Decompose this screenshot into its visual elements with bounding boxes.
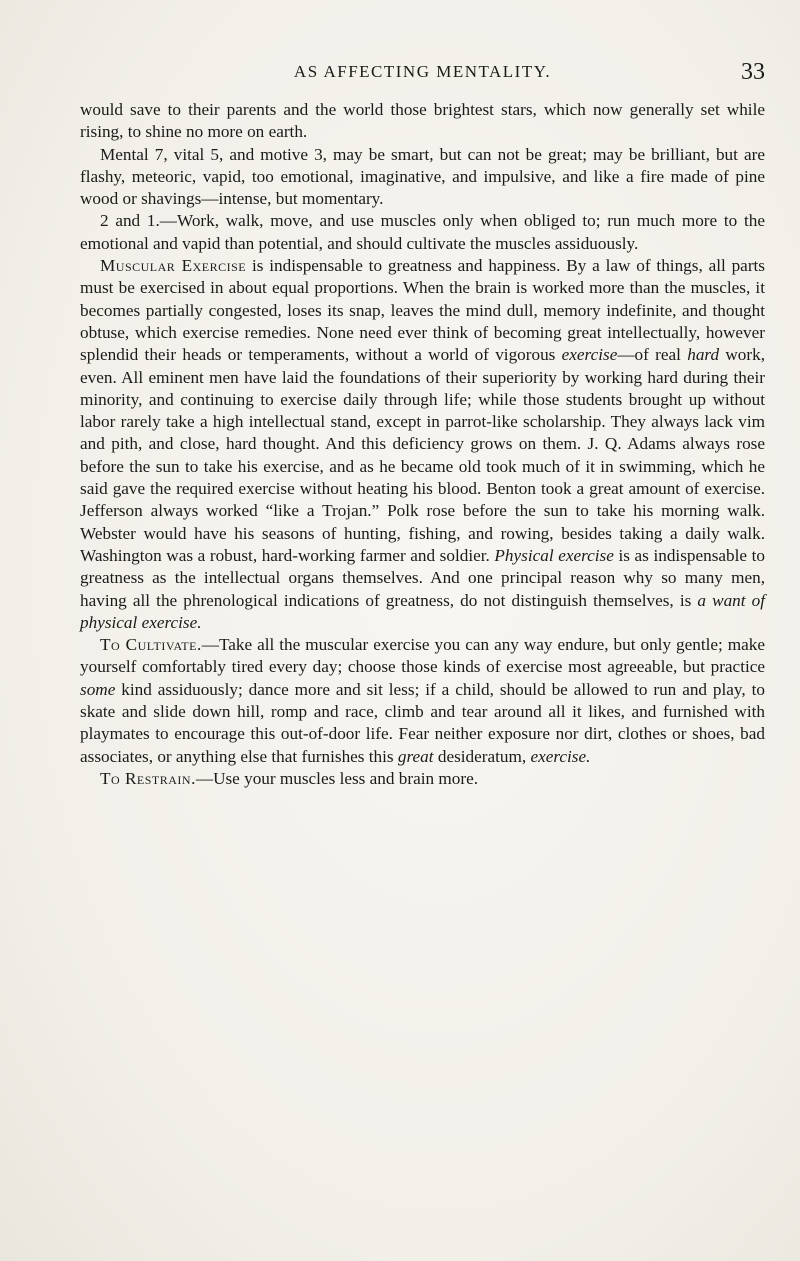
running-head <box>80 59 765 88</box>
paragraph-mental-7 <box>80 144 765 211</box>
section-lead: To Restrain. <box>100 768 196 788</box>
emphasis-text: exercise. <box>530 746 591 766</box>
paragraph-text: work, even. All eminent men have laid the foundations of their superiority by working hard during their minority, and continuing to exercise daily through life; while those students brought up without labor rarely take a high intellectual stand, except in parrot-like scholarship. They always lack vim and pith, and close, hard thought. And this deficiency grows on them. J. Q. Adams always rose before the sun to take his exercise, and as he became old took much of it in swimming, which he said gave the required exercise without heating his blood. Benton took a great amount of exercise. Jefferson always worked “like a Trojan.” Polk rose before the sun to take his morning walk. Webster would have his seasons of hunting, fishing, and rowing, besides taking a daily walk. Washington was a robust, hard-working farmer and soldier. <box>80 345 765 565</box>
emphasis-text: hard <box>687 345 720 365</box>
paragraph-text: —Take all the muscular exercise you can any way endure, but only gentle; make yourself comfortably tired every day; choose those kinds of exercise most agreeable, but practice <box>80 635 765 677</box>
section-lead: To Cultivate. <box>100 635 202 655</box>
paragraph-text: Mental 7, vital 5, and motive 3, may be smart, but can not be great; may be brilliant, but are flashy, meteoric, vapid, too emotional, imaginative, and impulsive, and like a fire made of pine wood or shavings—intense, but momentary. <box>80 144 765 209</box>
emphasis-text: Physical exercise <box>494 545 614 565</box>
running-title: AS AFFECTING MENTALITY. <box>293 62 552 81</box>
page-number: 33 <box>741 59 765 85</box>
paragraph-to-cultivate <box>80 634 765 768</box>
body-text <box>80 99 765 790</box>
emphasis-text: exercise <box>561 345 618 365</box>
paragraph-continuation <box>80 99 765 144</box>
paragraph-text: would save to their parents and the world those brightest stars, which now generally set while rising, to shine no more on earth. <box>80 100 765 142</box>
paragraph-text: is indispensable to greatness and happiness. By a law of things, all parts must be exercised in about equal proportions. When the brain is worked more than the muscles, it becomes partially congested, loses its snap, leaves the mind dull, memory indefinite, and thought obtuse, which exercise remedies. None need ever think of becoming great intellectually, however splendid their heads or temperaments, without a world of vigorous <box>80 256 766 365</box>
paragraph-text: desideratum, <box>433 746 531 766</box>
paragraph-2-and-1 <box>80 210 765 255</box>
emphasis-text: a want of physical exercise. <box>80 590 766 632</box>
emphasis-text: some <box>80 679 116 699</box>
paragraph-to-restrain <box>80 768 765 790</box>
emphasis-text: great <box>397 746 434 766</box>
paragraph-text: —Use your muscles less and brain more. <box>195 768 478 788</box>
paragraph-text: is as indispensable to greatness as the intellectual organs themselves. And one principal reason why so many men, having all the phrenological indications of greatness, do not distinguish themselves, is <box>80 545 765 610</box>
paragraph-muscular-exercise <box>80 255 765 634</box>
paragraph-text: —of real <box>617 345 688 365</box>
paragraph-text: kind assiduously; dance more and sit less; if a child, should be allowed to run and play, to skate and slide down hill, romp and race, climb and tear around all it likes, and furnished with playmates to encourage this out-of-door life. Fear neither exposure nor dirt, clothes or shoes, bad associates, or anything else that furnishes this <box>80 679 765 766</box>
section-lead: Muscular Exercise <box>100 256 247 276</box>
paragraph-text: 2 and 1.—Work, walk, move, and use muscles only when obliged to; run much more to the emotional and vapid than potential, and should cultivate the muscles assiduously. <box>80 211 765 253</box>
